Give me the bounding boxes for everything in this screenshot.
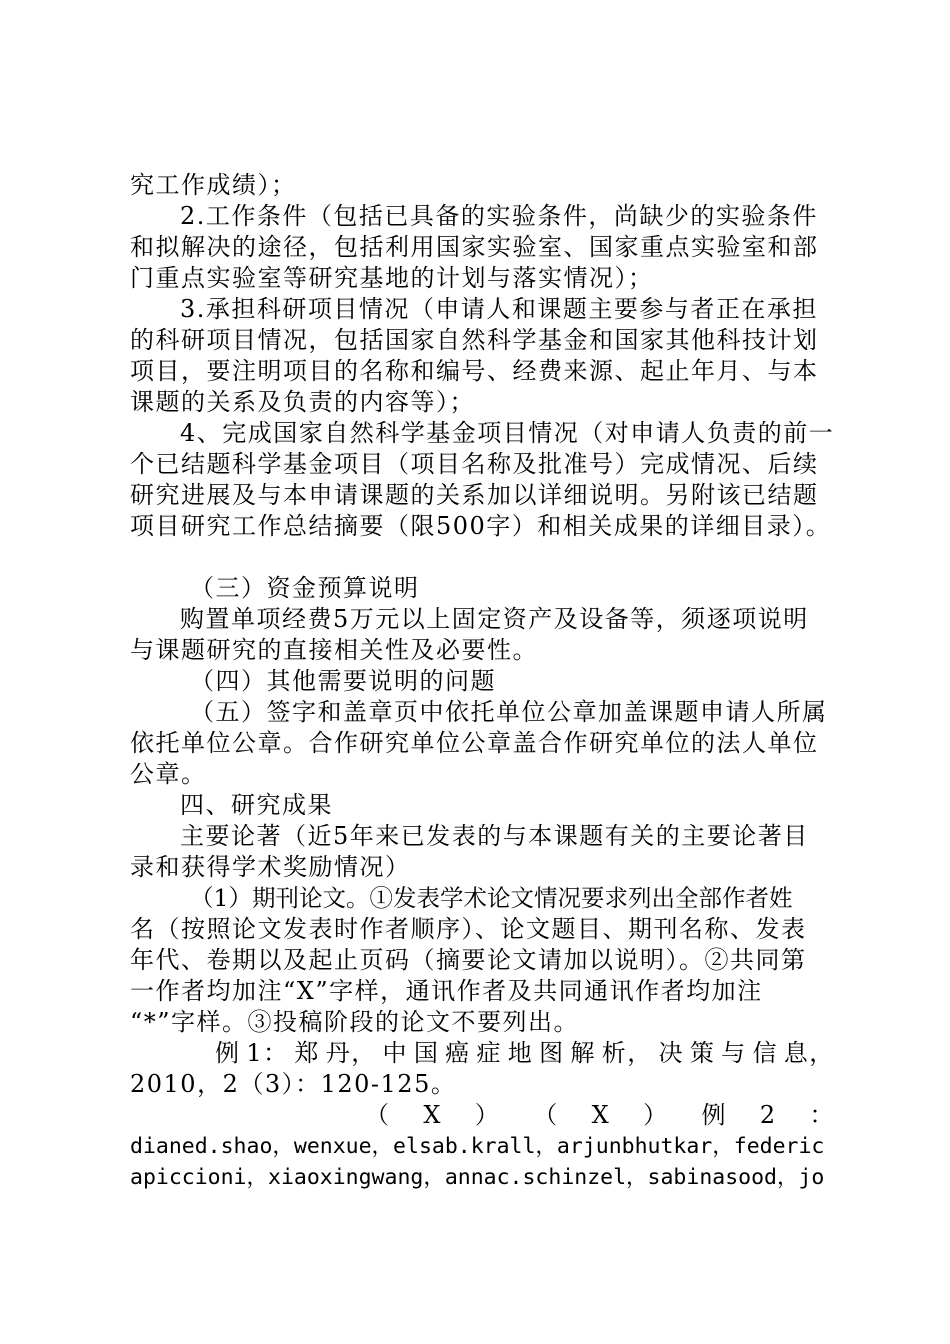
paragraph-line: 2.工作条件（包括已具备的实验条件，尚缺少的实验条件	[180, 202, 818, 230]
example-part: 图	[539, 1039, 565, 1067]
paragraph-line: 4、完成国家自然科学基金项目情况（对申请人负责的前一	[180, 419, 835, 447]
paragraph-line: 与课题研究的直接相关性及必要性。	[130, 636, 538, 664]
paragraph-line: 依托单位公章。合作研究单位公章盖合作研究单位的法人单位	[130, 729, 819, 757]
paragraph-line: （1）期刊论文。①发表学术论文情况要求列出全部作者姓	[190, 884, 793, 912]
example-part: ）	[643, 1101, 669, 1129]
section-heading: （三）资金预算说明	[190, 574, 420, 602]
paragraph-line: 项目研究工作总结摘要（限500字）和相关成果的详细目录）。	[130, 512, 832, 540]
reference-example-1-line	[130, 1038, 835, 1069]
example-part: 析，	[601, 1039, 653, 1067]
example-part: 地	[507, 1039, 534, 1067]
paragraph-line: 公章。	[130, 760, 207, 788]
paragraph-line: 的科研项目情况，包括国家自然科学基金和国家其他科技计划	[130, 326, 819, 354]
reference-example-1-continuation: 2010，2（3）：120-125。	[130, 1070, 457, 1098]
example-part: （	[533, 1101, 559, 1129]
example-part: 国	[413, 1039, 440, 1067]
paragraph-line: 究工作成绩）；	[130, 171, 297, 199]
example-part: X	[591, 1101, 611, 1129]
paragraph-line: 主要论著（近5年来已发表的与本课题有关的主要论著目	[180, 822, 809, 850]
example-part: ：	[809, 1101, 835, 1129]
example-part: 1：	[246, 1039, 289, 1067]
section-heading: （四）其他需要说明的问题	[190, 667, 496, 695]
example-part: 策	[689, 1039, 716, 1067]
example-part: 例	[701, 1101, 727, 1129]
example-part: ）	[474, 1101, 501, 1129]
section-heading: 四、研究成果	[180, 791, 333, 819]
example-part: X	[423, 1101, 442, 1129]
reference-author-list-line: apiccioni，xiaoxingwang，annac.schinzel，sabinasood，jo	[130, 1165, 825, 1190]
example-part: （	[365, 1101, 391, 1129]
paragraph-line: 一作者均加注“X”字样，通讯作者及共同通讯作者均加注	[130, 977, 763, 1005]
example-part: 症	[476, 1039, 502, 1067]
example-part: 息，	[783, 1039, 835, 1067]
reference-author-list-line: dianed.shao，wenxue，elsab.krall，arjunbhutkar，federic	[130, 1134, 825, 1159]
example-part: 丹，	[325, 1039, 377, 1067]
paragraph-line: 名（按照论文发表时作者顺序）、论文题目、期刊名称、发表	[130, 915, 807, 943]
document-page	[130, 170, 835, 1193]
paragraph-line: 门重点实验室等研究基地的计划与落实情况）；	[130, 264, 654, 292]
paragraph-line: （五）签字和盖章页中依托单位公章加盖课题申请人所属	[190, 698, 828, 726]
example-part: 中	[382, 1039, 409, 1067]
paragraph-line: 研究进展及与本申请课题的关系加以详细说明。另附该已结题	[130, 481, 819, 509]
blank-line	[130, 542, 835, 573]
paragraph-line: 个已结题科学基金项目（项目名称及批准号）完成情况、后续	[130, 450, 819, 478]
example-part: 决	[658, 1039, 685, 1067]
example-part: 信	[752, 1039, 778, 1067]
example-part: 癌	[445, 1039, 471, 1067]
example-part: 2	[759, 1101, 777, 1129]
example-part: 解	[570, 1039, 596, 1067]
paragraph-line: 年代、卷期以及起止页码（摘要论文请加以说明）。②共同第	[130, 946, 807, 974]
paragraph-line: 和拟解决的途径，包括利用国家实验室、国家重点实验室和部	[130, 233, 819, 261]
paragraph-line: 购置单项经费5万元以上固定资产及设备等，须逐项说明	[180, 605, 809, 633]
example-part: 郑	[294, 1039, 320, 1067]
reference-example-2-line	[130, 1100, 835, 1131]
paragraph-line: 课题的关系及负责的内容等）；	[130, 388, 475, 416]
example-part: 例	[215, 1039, 241, 1067]
example-part: 与	[721, 1039, 747, 1067]
paragraph-line: “*”字样。③投稿阶段的论文不要列出。	[130, 1008, 580, 1036]
paragraph-line: 录和获得学术奖励情况）	[130, 853, 411, 881]
paragraph-line: 项目，要注明项目的名称和编号、经费来源、起止年月、与本	[130, 357, 819, 385]
paragraph-line: 3.承担科研项目情况（申请人和课题主要参与者正在承担	[180, 295, 818, 323]
